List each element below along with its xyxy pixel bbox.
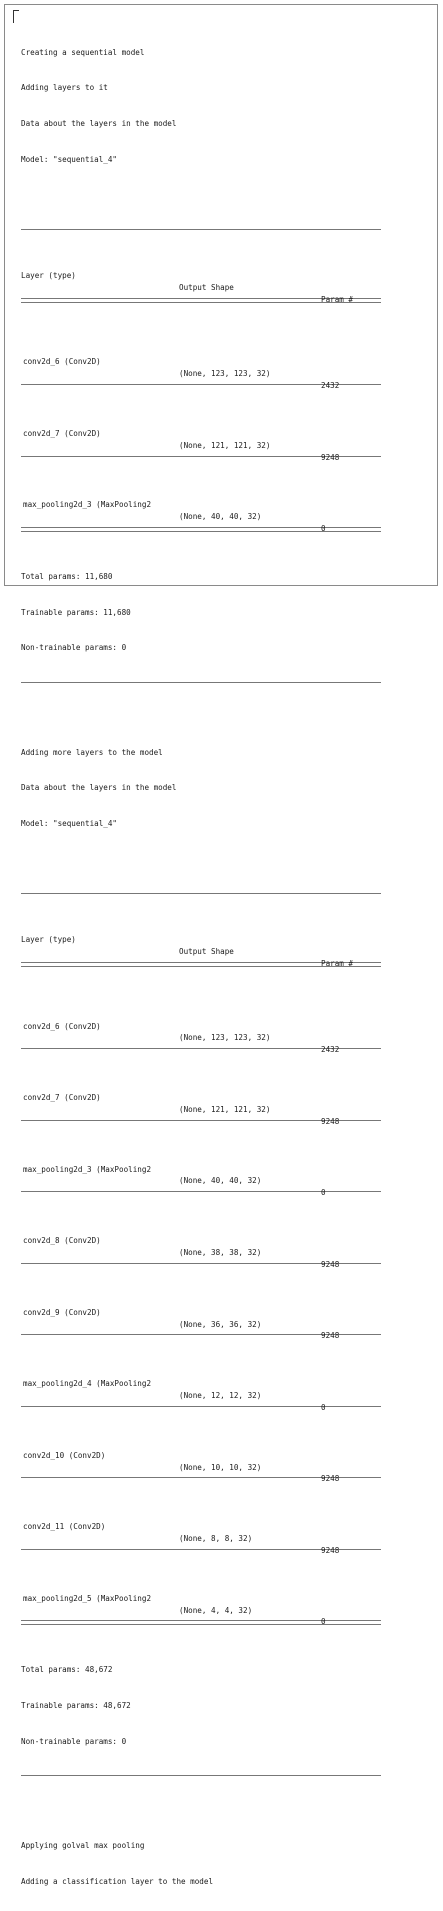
model-name-line: Model: "sequential_4" (21, 818, 118, 828)
log-line: Data about the layers in the model (21, 783, 177, 793)
layer-param-count: 2432 (321, 1045, 340, 1055)
header-output-shape: Output Shape (179, 282, 234, 292)
layer-output-shape: (None, 123, 123, 32) (179, 1033, 271, 1043)
layer-row (21, 1366, 381, 1412)
layer-param-count: 0 (321, 1188, 326, 1198)
layer-param-count: 9248 (321, 1116, 340, 1126)
log-line: Applying golval max pooling (21, 1840, 145, 1850)
summary-rule (21, 1191, 381, 1196)
header-param-count: Param # (321, 958, 354, 968)
summary-header-row (21, 922, 381, 968)
layer-output-shape: (None, 4, 4, 32) (179, 1605, 253, 1615)
non-trainable-params: Non-trainable params: 0 (21, 643, 127, 653)
layer-param-count: 9248 (321, 1331, 340, 1341)
layer-name: conv2d_8 (Conv2D) (23, 1236, 101, 1246)
layer-param-count: 9248 (321, 1545, 340, 1555)
layer-name: conv2d_6 (Conv2D) (23, 357, 101, 367)
layer-param-count: 2432 (321, 381, 340, 391)
layer-output-shape: (None, 121, 121, 32) (179, 440, 271, 450)
layer-row (21, 488, 381, 534)
layer-output-shape: (None, 12, 12, 32) (179, 1391, 262, 1401)
layer-output-shape: (None, 10, 10, 32) (179, 1462, 262, 1472)
header-layer-type: Layer (type) (21, 935, 76, 945)
summary-rule (21, 229, 381, 234)
layer-name: conv2d_7 (Conv2D) (23, 428, 101, 438)
summary-rule (21, 1775, 381, 1780)
trainable-params: Trainable params: 11,680 (21, 607, 131, 617)
layer-name: conv2d_6 (Conv2D) (23, 1021, 101, 1031)
log-line: Data about the layers in the model (21, 119, 177, 129)
layer-output-shape: (None, 123, 123, 32) (179, 369, 271, 379)
summary-rule (21, 893, 381, 898)
output-bracket-mark (13, 10, 19, 23)
layer-name: conv2d_9 (Conv2D) (23, 1307, 101, 1317)
summary-rule (21, 1406, 381, 1411)
log-line: Adding layers to it (21, 83, 108, 93)
layer-row (21, 1295, 381, 1341)
layer-param-count: 0 (321, 524, 326, 534)
summary-double-rule (21, 1620, 381, 1625)
layer-name: max_pooling2d_5 (MaxPooling2 (23, 1593, 152, 1603)
layer-name: max_pooling2d_3 (MaxPooling2 (23, 500, 152, 510)
layer-param-count: 0 (321, 1402, 326, 1412)
log-line: Adding a classification layer to the model (21, 1876, 214, 1886)
model-name-line: Model: "sequential_4" (21, 154, 118, 164)
layer-row (21, 1080, 381, 1126)
header-layer-type: Layer (type) (21, 270, 76, 280)
trainable-params: Trainable params: 48,672 (21, 1700, 131, 1710)
layer-name: conv2d_7 (Conv2D) (23, 1093, 101, 1103)
layer-row (21, 1581, 381, 1627)
layer-name: conv2d_10 (Conv2D) (23, 1450, 106, 1460)
layer-output-shape: (None, 38, 38, 32) (179, 1248, 262, 1257)
layer-param-count: 9248 (321, 452, 340, 462)
non-trainable-params: Non-trainable params: 0 (21, 1736, 127, 1746)
log-line: Creating a sequential model (21, 47, 145, 57)
layer-name: max_pooling2d_3 (MaxPooling2 (23, 1164, 152, 1174)
console-output (21, 11, 381, 1911)
output-panel (4, 4, 438, 1886)
layer-param-count: 0 (321, 1617, 326, 1627)
layer-param-count: 9248 (321, 1474, 340, 1484)
summary-double-rule (21, 527, 381, 532)
summary-header-row (21, 258, 381, 304)
layer-row (21, 1223, 381, 1269)
layer-output-shape: (None, 40, 40, 32) (179, 1176, 262, 1186)
layer-row (21, 344, 381, 391)
layer-row (21, 1509, 381, 1555)
layer-output-shape: (None, 40, 40, 32) (179, 512, 262, 522)
layer-row (21, 1009, 381, 1055)
model-summary-1 (21, 201, 381, 710)
layer-name: max_pooling2d_4 (MaxPooling2 (23, 1379, 152, 1389)
layer-row (21, 416, 381, 462)
layer-output-shape: (None, 121, 121, 32) (179, 1104, 271, 1114)
summary-rule (21, 682, 381, 687)
layer-row (21, 1438, 381, 1484)
header-output-shape: Output Shape (179, 947, 234, 957)
total-params: Total params: 48,672 (21, 1665, 113, 1675)
layer-name: conv2d_11 (Conv2D) (23, 1522, 106, 1532)
layer-output-shape: (None, 8, 8, 32) (179, 1534, 253, 1544)
model-summary-2 (21, 866, 381, 1805)
layer-row (21, 1152, 381, 1198)
layer-param-count: 9248 (321, 1259, 340, 1269)
header-param-count: Param # (321, 294, 354, 304)
layer-output-shape: (None, 36, 36, 32) (179, 1319, 262, 1329)
total-params: Total params: 11,680 (21, 571, 113, 581)
log-line: Adding more layers to the model (21, 747, 163, 757)
